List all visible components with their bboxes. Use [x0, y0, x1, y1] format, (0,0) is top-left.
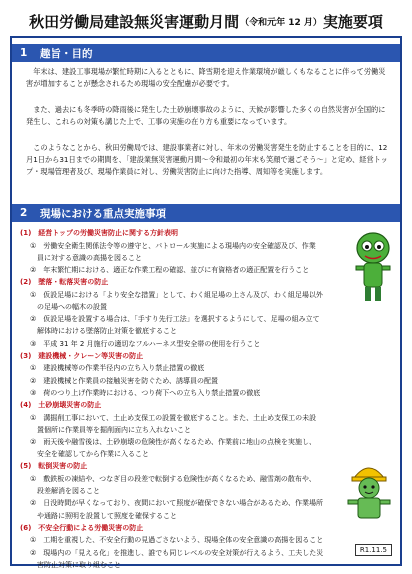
- section-1-paragraph-3: このようなことから、秋田労働局では、建設事業者に対し、年末の労働災害発生を防止することを目的に、12月1日から31日までの期間を、「建設業無災害運動月間～令和最初の年末も笑顔で過ごそう～」と定め、経営トップ・現場管理者及び、現場作業員に対し、労働災害防止に向けた指導、周知等を実施します。: [26, 143, 388, 177]
- title-main-a: 秋田労働局建設無災害運動月間: [29, 12, 240, 31]
- list-item: 害防止対策に取り組むこと: [30, 560, 121, 569]
- subsection-heading: (1) 経営トップの労働災害防止に関する方針表明: [20, 229, 179, 237]
- list-item: 員に対する意識の高揚を図ること: [30, 253, 142, 262]
- list-item: ① 敷鉄板の凍結や、つなぎ目の段差で転倒する危険性が高くなるため、融雪剤の散布や、: [30, 475, 316, 483]
- list-item: 安全を確認してから作業に入ること: [30, 450, 149, 459]
- title-main-b: 実施要項: [322, 12, 383, 31]
- list-item: 段差解消を図ること: [30, 487, 100, 496]
- list-item: 置個所に作業員等を掘削面内に立ち入れないこと: [30, 425, 191, 434]
- mascot-robot-icon: [350, 228, 396, 308]
- list-item: ② 建設機械と作業員の接触災害を防ぐため、誘導員の配置: [30, 376, 218, 385]
- list-item: 解体時における墜落防止対策を徹底すること: [30, 327, 177, 336]
- list-item: ① 溝掘削工事において、土止め支保工の設置を徹底すること。また、土止め支保工の未設: [30, 413, 317, 422]
- section-1-title: 趣旨・目的: [40, 47, 93, 60]
- title-sub: （令和元年 12 月）: [240, 17, 322, 28]
- section-2-header: [12, 204, 400, 222]
- subsection-heading: (4) 土砂崩壊災害の防止: [20, 401, 102, 409]
- subsection-heading: (3) 建設機械・クレーン等災害の防止: [20, 351, 144, 360]
- list-item: ② 年末繁忙期における、適正な作業工程の確認、並びに有資格者の適正配置を行うこと: [30, 266, 310, 274]
- list-item: ① 工期を重視した、不安全行動の見過ごさないよう、現場全体の安全意識の高揚を図ること: [30, 536, 324, 545]
- list-item: ② 日没時間が早くなっており、夜間において照度が確保できない場合があるため、作業場所: [30, 499, 323, 508]
- section-1-paragraph-2: また、過去にも冬季時の降雨後に発生した土砂崩壊事故のように、天候が影響した多くの自然災害が全国的に発生し、これらの対策も講じた上で、工事の実施の在り方も重要になっています。: [26, 105, 386, 127]
- subsection-heading: (2) 墜落・転落災害の防止: [20, 278, 109, 287]
- section-1-header: [12, 44, 400, 62]
- content-frame: [10, 36, 402, 569]
- mascot-worker-icon: [342, 458, 396, 528]
- list-item: の足場への幅木の設置: [30, 303, 107, 311]
- list-item: ③ 平成 31 年 2 月施行の適切なフルハーネス型安全帯の使用を行うこと: [30, 339, 261, 348]
- section-2-number: 2: [20, 207, 28, 219]
- section-2-title: 現場における重点実施事項: [40, 207, 166, 220]
- list-item: ① 労働安全衛生関係法令等の遵守と、パトロール実施による現場内の安全確認及び、作業: [30, 241, 316, 250]
- list-item: ① 仮設足場における「より安全な措置」として、わく組足場の上さん及び、わく組足場以外: [30, 290, 323, 299]
- subsection-heading: (6) 不安全行動による労働災害の防止: [20, 523, 144, 532]
- list-item: ① 建設機械等の作業半径内の立ち入り禁止措置の徹底: [30, 364, 205, 373]
- section-1-number: 1: [20, 47, 28, 59]
- list-item: ② 雨天後や融雪後は、土砂崩壊の危険性が高くなるため、作業前に地山の点検を実施し、: [30, 438, 316, 446]
- page-title: [10, 8, 402, 34]
- list-item: や通路に照明を設置して照度を確保すること: [30, 511, 177, 520]
- list-item: ② 現場内の「見える化」を推進し、誰でも同じレベルの安全対策が行えるよう、工夫した災: [30, 548, 324, 557]
- list-item: ③ 荷のつり上げ作業時における、つり荷下への立ち入り禁止措置の徹底: [30, 388, 261, 397]
- document-code: R1.11.5: [355, 544, 392, 556]
- subsection-heading: (5) 転倒災害の防止: [20, 462, 88, 471]
- section-1-paragraph-1: 年末は、建設工事現場が繁忙時期に入るとともに、降雪期を迎え作業環境が厳しくもなることに伴って労働災害が増加することが懸念されるため現場の安全配慮が必要です。: [26, 67, 386, 89]
- list-item: ② 仮設足場を設置する場合は、「手すり先行工法」を選択するようにして、足場の組み立て: [30, 315, 320, 324]
